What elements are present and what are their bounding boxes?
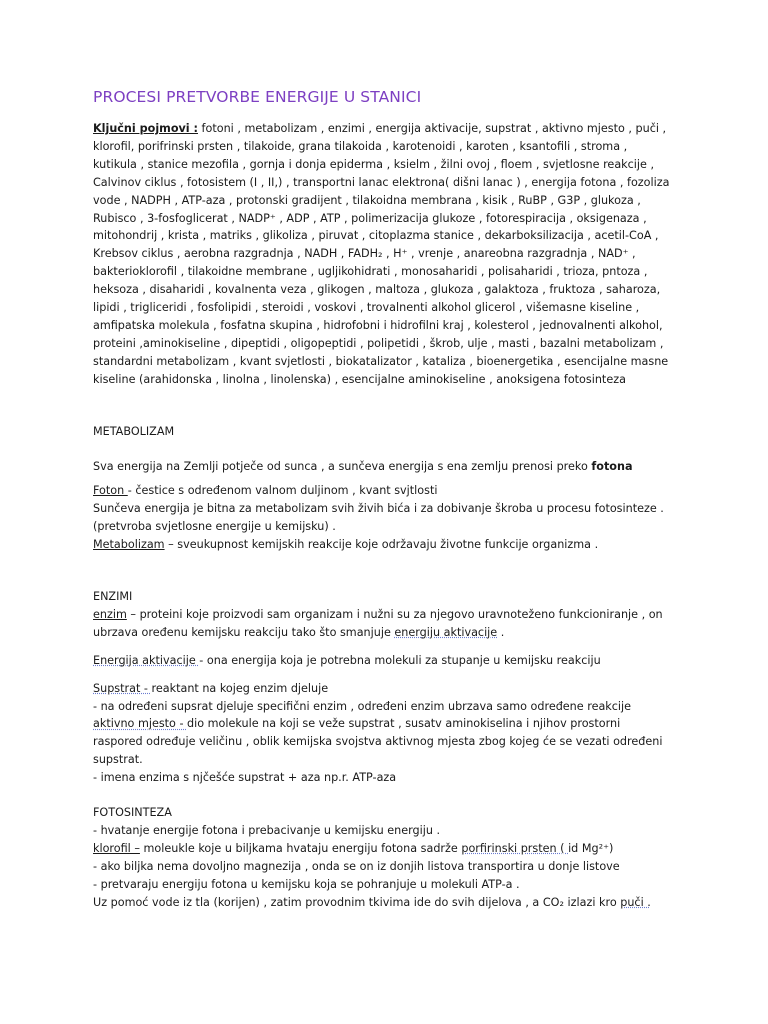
key-terms-line: standardni metabolizam , kvant svjetlosti , biokatalizator , kataliza , bioenergetika , esencijalne masne (93, 354, 669, 368)
energija-aktivacije-term[interactable]: Energija aktivacije (93, 653, 200, 667)
section-heading-metabolizam: METABOLIZAM (93, 424, 175, 438)
fotosinteza-block (93, 804, 683, 911)
supstrat-def: reaktant na kojeg enzim djeluje (151, 681, 329, 695)
supstrat-block (93, 680, 683, 787)
key-terms-line: bakterioklorofil , tilakoidne membrane , ugljikohidrati , monosaharidi , polisaharidi , trioza, pntoza , (93, 265, 648, 279)
aktivno-mjesto-definition (93, 715, 683, 733)
enzim-definition-2 (93, 624, 683, 642)
enzim-term: enzim (93, 607, 127, 621)
key-terms-line: kiseline (arahidonska , linolna , linolenska) , esencijalne aminokiseline , anoksigena fotosinteza (93, 372, 626, 386)
key-terms-line: Rubisco , 3-fosfoglicerat , NADP⁺ , ADP , ATP , polimerizacija glukoze , fotorespiracija , oksigenaza , (93, 211, 647, 225)
fotosinteza-line-co2 (93, 894, 683, 912)
section-heading-fotosinteza: FOTOSINTEZA (93, 806, 172, 820)
aktivno-mjesto-line: raspored određuje veličinu , oblik kemijska svojstva aktivnog mjesta zbog kojeg će se vezati određeni (93, 735, 663, 749)
energija-aktivacije-def: - ona energija koja je potrebna molekuli za stupanje u kemijsku reakciju (199, 653, 601, 667)
document-page (93, 88, 683, 912)
klorofil-term: klorofil – (93, 841, 140, 855)
key-terms-label: Ključni pojmovi : (93, 122, 198, 135)
key-terms-line: klorofil, porifrinski prsten , tilakoide, grana tilakoida , karotenoidi , karoten , ksantofili , stroma , (93, 139, 628, 153)
fotosinteza-line: - ako biljka nema dovoljno magnezija , onda se on iz donjih listova transportira u donje listove (93, 859, 620, 873)
klorofil-def: moleukle koje u biljkama hvataju energiju fotona sadrže (139, 841, 462, 855)
enzim-def2-end: . (497, 625, 505, 639)
spacer (93, 554, 683, 588)
enzimi-block (93, 588, 683, 642)
key-terms-text: fotoni , metabolizam , enzimi , energija aktivacije, supstrat , aktivno mjesto , puči , (198, 122, 667, 135)
supstrat-definition (93, 680, 683, 698)
klorofil-definition (93, 840, 683, 858)
key-terms-line: proteini ,aminokiseline , dipeptidi , oligopeptidi , polipetidi , škrob, ulje , masti , bazalni metabolizam , (93, 336, 664, 350)
enzim-def: – proteini koje proizvodi sam organizam i nužni su za njegovo uravnoteženo funkcioniranje , on (126, 607, 663, 621)
enzim-def2: ubrzava oređenu kemijsku reakciju tako što smanjuje (93, 625, 395, 639)
key-terms-paragraph (93, 120, 683, 389)
key-terms-line: Calvinov ciklus , fotosistem (I , II,) , transportni lanac elektrona( dišni lanac ) , energija fotona , fozoliza (93, 175, 670, 189)
metabolizam-line: Sunčeva energija je bitna za metabolizam svih živih bića i za dobivanje škroba u procesu fotosinteze . (93, 502, 664, 516)
metabolizam-def: – sveukupnost kemijskih reakcije koje održavaju životne funkcije organizma . (164, 538, 599, 552)
spacer (93, 642, 683, 652)
aktivno-mjesto-term[interactable]: aktivno mjesto - (93, 717, 188, 731)
key-terms-line: kutikula , stanice mezofila , gornja i donja epiderma , ksielm , žilni ovoj , floem , svjetlosne reakcije , (93, 157, 655, 171)
metabolizam-block (93, 482, 683, 554)
supstrat-term[interactable]: Supstrat - (93, 681, 152, 695)
energija-aktivacije-link[interactable]: energiju aktivacije (394, 625, 498, 639)
spacer (93, 670, 683, 680)
key-terms-line: vode , NADPH , ATP-aza , protonski gradijent , tilakoidna membrana , kisik , RuBP , G3P , glukoza , (93, 193, 641, 207)
metabolizam-definition (93, 536, 683, 554)
energija-aktivacije-definition (93, 652, 683, 670)
foton-term: Foton (93, 484, 128, 498)
klorofil-def-end: id Mg²⁺) (568, 841, 614, 855)
enzim-definition (93, 606, 683, 624)
fotosinteza-line: - pretvaraju energiju fotona u kemijsku koja se pohranjuje u molekuli ATP-a . (93, 877, 520, 891)
porfirinski-prsten-link[interactable]: porfirinski prsten ( (461, 841, 569, 855)
puci-link[interactable]: puči . (620, 895, 651, 909)
foton-definition (93, 482, 683, 500)
aktivno-mjesto-line: supstrat. (93, 753, 143, 767)
key-terms-line (93, 120, 683, 138)
key-terms-line: Krebsov ciklus , aerobna razgradnja , NADH , FADH₂ , H⁺ , vrenje , anareobna razgradnja , NAD⁺ , (93, 247, 636, 261)
spacer (93, 787, 683, 804)
section-heading-enzimi: ENZIMI (93, 590, 133, 604)
spacer (93, 441, 683, 458)
key-terms-line: lipidi , trigliceridi , fosfolipidi , steroidi , voskovi , trovalnenti alkohol glicerol , višemasne kiseline , (93, 301, 640, 315)
spacer (93, 475, 683, 482)
metabolizam-intro-text: Sva energija na Zemlji potječe od sunca , a sunčeva energija s ena zemlju prenosi preko (93, 459, 592, 473)
aktivno-mjesto-def: dio molekule na koji se veže supstrat , susatv aminokiselina i njihov prostorni (187, 717, 621, 731)
key-terms-line: mitohondrij , krista , matriks , glikoliza , piruvat , citoplazma stanice , dekarboksilizacija , acetil-CoA , (93, 229, 659, 243)
foton-def: - čestice s određenom valnom duljinom , kvant svjtlosti (127, 484, 438, 498)
key-terms-line: heksoza , disaharidi , kovalnenta veza , glikogen , maltoza , glukoza , galaktoza , fruktoza , saharoza, (93, 283, 661, 297)
fotosinteza-line: - hvatanje energije fotona i prebacivanje u kemijsku energiju . (93, 824, 441, 837)
key-terms-line: amfipatska molekula , fosfatna skupina , hidrofobni i hidrofilni kraj , kolesterol , jednovalnenti alkohol, (93, 318, 663, 332)
enzim-naming-line: - imena enzima s njčešće supstrat + aza np.r. ATP-aza (93, 771, 397, 785)
metabolizam-term: Metabolizam (93, 538, 165, 552)
supstrat-line: - na određeni supsrat djeluje specifični enzim , određeni enzim ubrzava samo određene reakcije (93, 699, 632, 713)
metabolizam-line: (pretvroba svjetlosne energije u kemijsku) . (93, 520, 336, 534)
metabolizam-intro-bold: fotona (591, 459, 633, 473)
metabolizam-intro (93, 458, 683, 476)
page-title: PROCESI PRETVORBE ENERGIJE U STANICI (93, 88, 422, 106)
fotosinteza-line5: Uz pomoć vode iz tla (korijen) , zatim provodnim tkivima ide do svih dijelova , a CO₂ izlazi kro (93, 895, 621, 909)
spacer (93, 389, 683, 423)
